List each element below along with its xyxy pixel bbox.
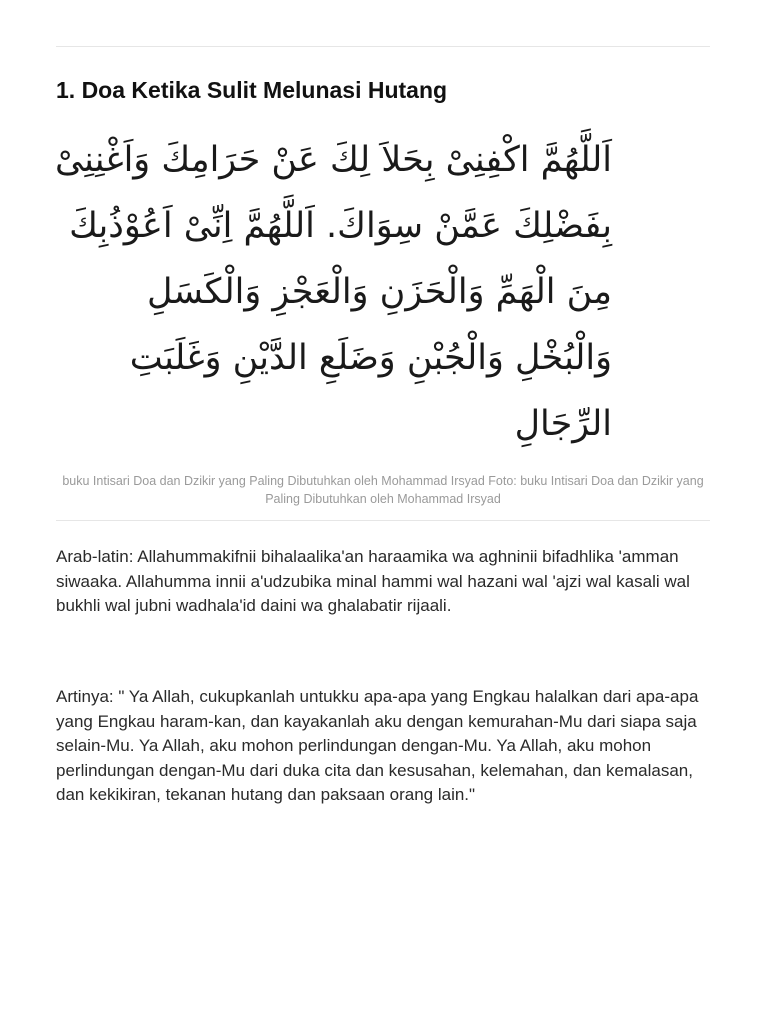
arabic-prayer-line-4: وَالْبُخْلِ وَالْجُبْنِ وَضَلَعِ الدَّيْنِ وَغَلَبَتِ <box>129 338 612 378</box>
arabic-prayer-line-2: بِفَضْلِكَ عَمَّنْ سِوَاكَ. اَللَّهُمَّ اِنِّىْ اَعُوْذُبِكَ <box>69 206 612 246</box>
arabic-prayer-image <box>56 128 710 458</box>
section-title: 1. Doa Ketika Sulit Melunasi Hutang <box>56 77 448 103</box>
arabic-prayer-line-1: اَللَّهُمَّ اكْفِنِىْ بِحَلاَ لِكَ عَنْ حَرَامِكَ وَاَغْنِنِىْ <box>54 140 612 180</box>
image-caption: buku Intisari Doa dan Dzikir yang Paling Dibutuhkan oleh Mohammad Irsyad Foto: buku Intisari Doa dan Dzikir yang Paling Dibutuhkan oleh Mohammad Irsyad <box>62 474 704 506</box>
caption-divider <box>56 520 710 521</box>
arabic-prayer-line-5: الرِّجَالِ <box>514 404 612 444</box>
latin-transliteration-paragraph: Arab-latin: Allahummakifnii bihalaalika'an haraamika wa aghninii bifadhlika 'amman siwaaka. Allahumma innii a'udzubika minal hammi wal hazani wal 'ajzi wal kasali wal bukhli wal jubni wadhala'id daini wa ghalabatir rijaali. <box>56 547 690 615</box>
arabic-prayer-line-3: مِنَ الْهَمِّ وَالْحَزَنِ وَالْعَجْزِ وَالْكَسَلِ <box>146 272 612 312</box>
translation-paragraph: Artinya: " Ya Allah, cukupkanlah untukku apa-apa yang Engkau halalkan dari apa-apa yang Engkau haram-kan, dan kayakanlah aku dengan kemurahan-Mu dari siapa saja selain-Mu. Ya Allah, aku mohon perlindungan dengan-Mu. Ya Allah, aku mohon perlindungan dengan-Mu dari duka cita dan kesusahan, kelemahan, dan kemalasan, dan kekikiran, tekanan hutang dan paksaan orang lain." <box>56 687 699 804</box>
top-divider <box>56 46 710 47</box>
